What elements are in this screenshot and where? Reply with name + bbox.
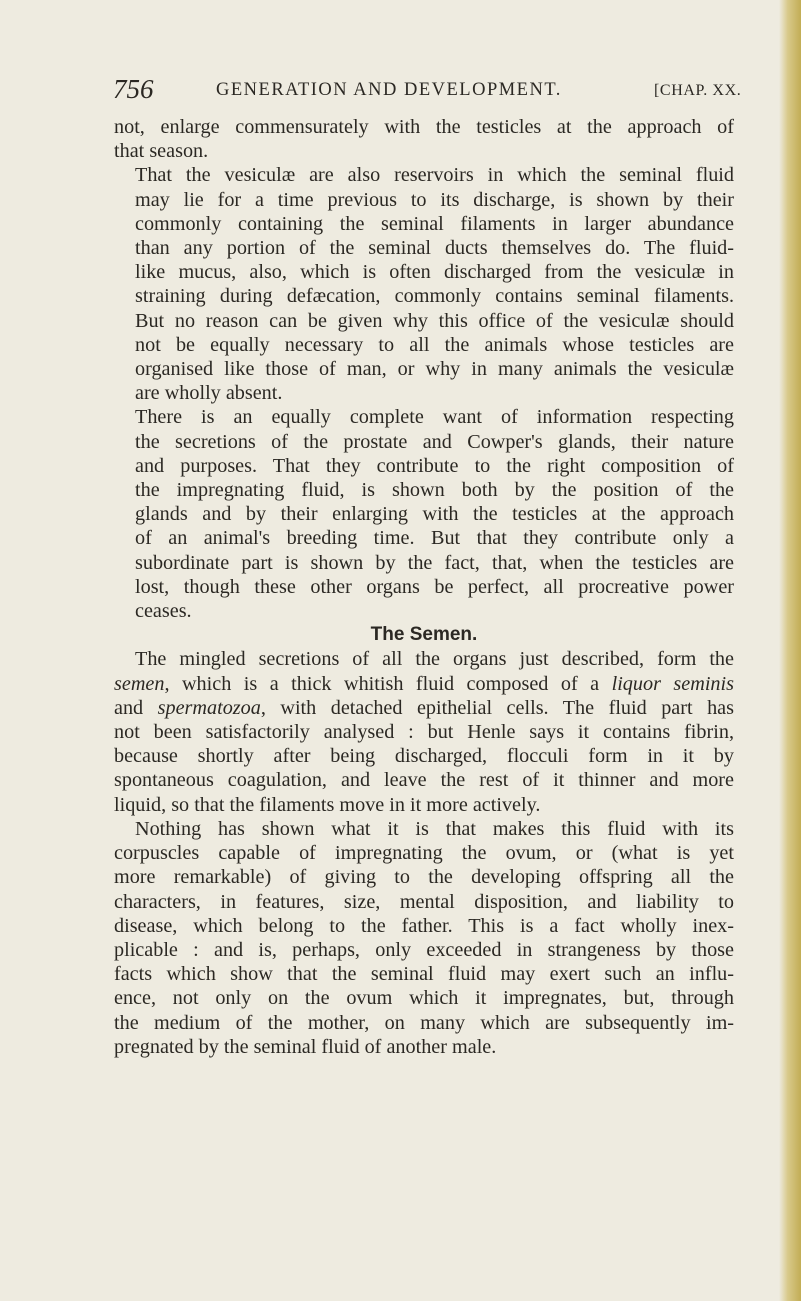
text-line: the secretions of the prostate and Cowper's glands, their nature — [135, 430, 734, 453]
text-segment: , with detached epithelial cells. The fluid part has — [260, 696, 734, 719]
section-heading: The Semen. — [370, 624, 478, 646]
text-line: the impregnating fluid, is shown both by the position of the — [135, 479, 734, 502]
text-line: lost, though these other organs be perfect, all procreative power — [135, 575, 734, 598]
text-line: not be equally necessary to all the animals whose testicles are — [135, 333, 734, 356]
text-line: commonly containing the seminal filaments in larger abundance — [135, 212, 734, 235]
body-text — [114, 115, 734, 1059]
text-line: ence, not only on the ovum which it impregnates, but, through — [114, 987, 734, 1010]
running-title: GENERATION AND DEVELOPMENT. — [216, 80, 562, 100]
text-line: organised like those of man, or why in many animals the vesiculæ — [135, 358, 734, 381]
text-line: like mucus, also, which is often discharged from the vesiculæ in — [135, 261, 734, 284]
text-line: more remarkable) of giving to the developing offspring all the — [114, 866, 734, 889]
text-line: straining during defæcation, commonly contains seminal filaments. — [135, 285, 734, 308]
text-line: That the vesiculæ are also reservoirs in which the seminal fluid — [135, 164, 734, 187]
text-line: may lie for a time previous to its discharge, is shown by their — [135, 188, 734, 211]
running-head — [113, 74, 745, 104]
italic-term: semen — [114, 672, 165, 695]
text-line: not been satisfactorily analysed : but Henle says it contains fibrin, — [114, 721, 734, 744]
text-line — [114, 696, 734, 720]
text-line: facts which show that the seminal fluid may exert such an influ- — [114, 963, 734, 986]
paragraph-vesiculae — [114, 163, 734, 405]
italic-term: liquor seminis — [611, 672, 734, 695]
text-line: corpuscles capable of impregnating the ovum, or (what is yet — [114, 842, 734, 865]
text-segment: and — [114, 696, 158, 719]
text-line: subordinate part is shown by the fact, that, when the testicles are — [135, 551, 734, 574]
page-number: 756 — [113, 74, 154, 104]
text-line: pregnated by the seminal fluid of another male. — [114, 1035, 497, 1058]
text-line: There is an equally complete want of information respecting — [135, 406, 734, 429]
text-segment: , which is a thick whitish fluid composed of a — [164, 672, 612, 695]
text-line: because shortly after being discharged, flocculi form in it by — [114, 745, 734, 768]
text-line: and purposes. That they contribute to the right composition of — [135, 454, 734, 477]
text-line: are wholly absent. — [135, 382, 283, 405]
paragraph-continuation — [114, 115, 734, 163]
text-line: glands and by their enlarging with the testicles at the approach — [135, 503, 734, 526]
italic-term: spermatozoa — [157, 696, 261, 719]
text-line: spontaneous coagulation, and leave the rest of it thinner and more — [114, 769, 734, 792]
text-line: Nothing has shown what it is that makes this fluid with its — [135, 817, 734, 840]
text-line: plicable : and is, perhaps, only exceeded in strangeness by those — [114, 938, 734, 961]
text-line: that season. — [114, 140, 209, 163]
text-line: But no reason can be given why this office of the vesiculæ should — [135, 309, 734, 332]
text-line: characters, in features, size, mental disposition, and liability to — [114, 890, 734, 913]
text-line: liquid, so that the filaments move in it more actively. — [114, 793, 541, 816]
text-line: disease, which belong to the father. This is a fact wholly inex- — [114, 914, 734, 937]
chapter-label: [CHAP. XX. — [654, 82, 742, 99]
text-line: The mingled secretions of all the organs just described, form the — [135, 648, 734, 671]
text-line: of an animal's breeding time. But that they contribute only a — [135, 527, 734, 550]
text-line: not, enlarge commensurately with the testicles at the approach of — [114, 116, 734, 138]
paragraph-prostate — [114, 405, 734, 623]
text-line — [114, 672, 734, 696]
text-line: ceases. — [135, 600, 192, 623]
paragraph-semen — [114, 647, 734, 816]
text-line: than any portion of the seminal ducts themselves do. The fluid- — [135, 237, 734, 260]
text-line: the medium of the mother, on many which are subsequently im- — [114, 1011, 734, 1034]
page-edge-shadow — [779, 0, 801, 1301]
paragraph-heredity — [114, 817, 734, 1059]
